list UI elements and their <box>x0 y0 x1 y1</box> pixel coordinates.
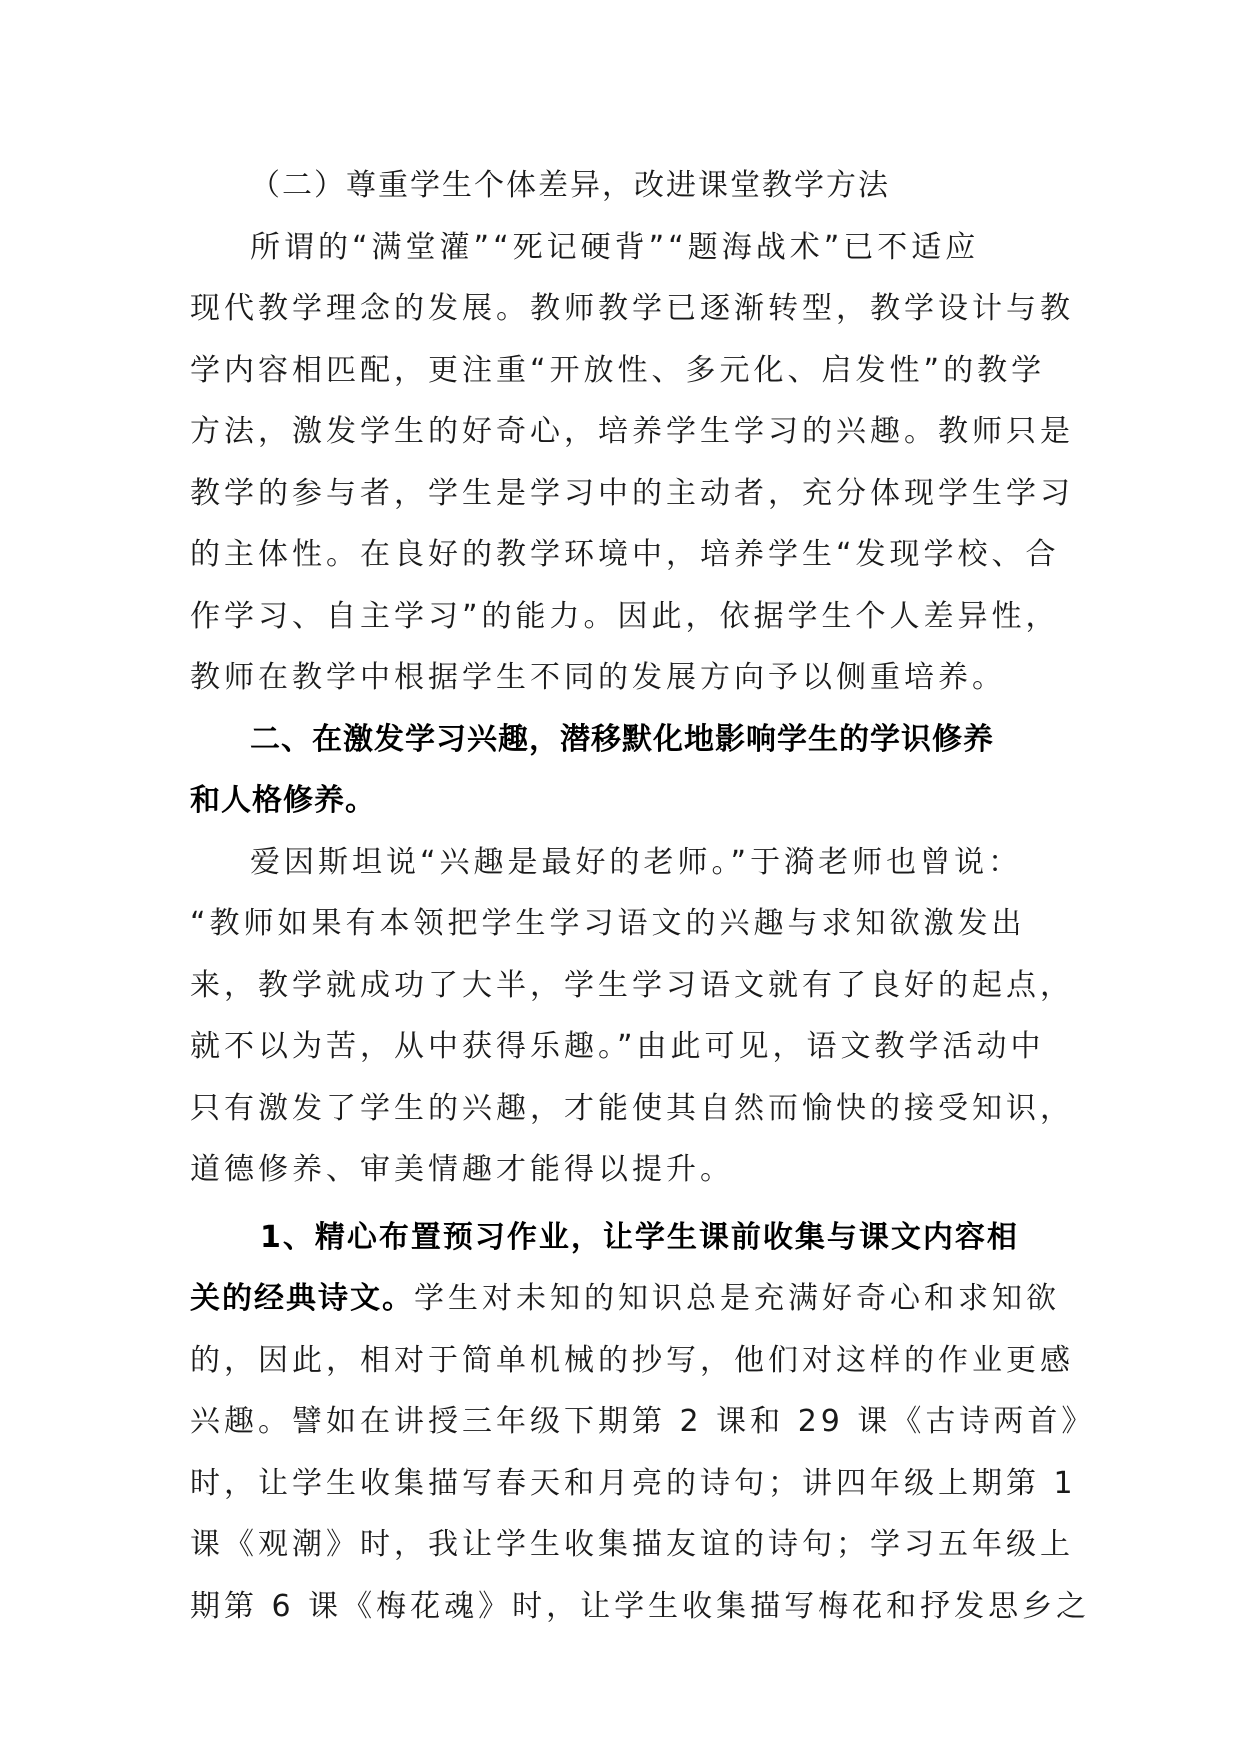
document-body <box>190 155 1096 1637</box>
paragraph-line: 只有激发了学生的兴趣，才能使其自然而愉快的接受知识， <box>190 1090 1074 1126</box>
main-heading-line-2: 和人格修养。 <box>190 783 376 818</box>
main-heading-line-1: 二、在激发学习兴趣，潜移默化地影响学生的学识修养 <box>250 721 994 757</box>
paragraph-line: 课《观潮》时，我让学生收集描友谊的诗句；学习五年级上 <box>190 1527 1074 1562</box>
paragraph-line: “教师如果有本领把学生学习语文的兴趣与求知欲激发出 <box>190 906 1026 941</box>
paragraph-line: 教师在教学中根据学生不同的发展方向予以侧重培养。 <box>190 660 1006 695</box>
paragraph-line: 所谓的“满堂灌”“死记硬背”“题海战术”已不适应 <box>250 229 980 265</box>
paragraph-line: 道德修养、审美情趣才能得以提升。 <box>190 1152 734 1187</box>
paragraph-line: 兴趣。譬如在讲授三年级下期第 2 课和 29 课《古诗两首》 <box>190 1404 1096 1439</box>
paragraph-line: 来，教学就成功了大半，学生学习语文就有了良好的起点， <box>190 967 1074 1003</box>
section-heading: （二）尊重学生个体差异，改进课堂教学方法 <box>250 168 890 203</box>
paragraph-line: 期第 6 课《梅花魂》时，让学生收集描写梅花和抒发思乡之 <box>190 1588 1091 1624</box>
paragraph-line: 爱因斯坦说“兴趣是最好的老师。”于漪老师也曾说： <box>250 844 1023 880</box>
paragraph-line: 时，让学生收集描写春天和月亮的诗句；讲四年级上期第 1 <box>190 1465 1077 1501</box>
point-one-mixed-line <box>190 1268 1060 1330</box>
paragraph-line: 教学的参与者，学生是学习中的主动者，充分体现学生学习 <box>190 475 1074 511</box>
paragraph-line: 的主体性。在良好的教学环境中，培养学生“发现学校、合 <box>190 537 1060 572</box>
paragraph-line: 作学习、自主学习”的能力。因此，依据学生个人差异性， <box>190 598 1060 634</box>
point-one-heading-end: 关的经典诗文。 <box>190 1281 414 1316</box>
paragraph-line: 学内容相匹配，更注重“开放性、多元化、启发性”的教学 <box>190 352 1046 388</box>
paragraph-line: 现代教学理念的发展。教师教学已逐渐转型，教学设计与教 <box>190 291 1074 326</box>
point-one-heading: 1、精心布置预习作业，让学生课前收集与课文内容相 <box>260 1219 1019 1255</box>
paragraph-line: 就不以为苦，从中获得乐趣。”由此可见，语文教学活动中 <box>190 1029 1045 1064</box>
paragraph-line-text: 学生对未知的知识总是充满好奇心和求知欲 <box>414 1281 1060 1316</box>
paragraph-line: 方法，激发学生的好奇心，培养学生学习的兴趣。教师只是 <box>190 414 1074 449</box>
paragraph-line: 的，因此，相对于简单机械的抄写，他们对这样的作业更感 <box>190 1342 1074 1378</box>
